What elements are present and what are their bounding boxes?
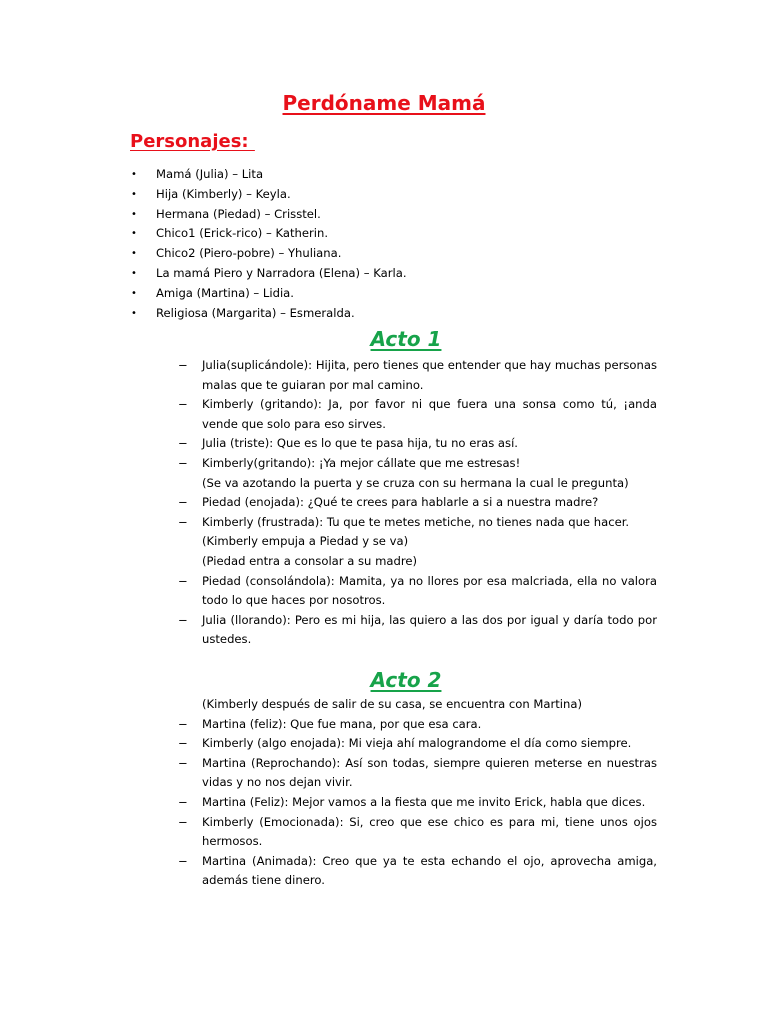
dash-icon: − — [178, 814, 188, 829]
cast-item-text: Hija (Kimberly) – Keyla. — [156, 186, 291, 201]
dialogue-line — [178, 715, 657, 735]
bullet-icon: • — [131, 169, 137, 180]
dash-icon: − — [178, 612, 188, 627]
dash-icon: − — [178, 794, 188, 809]
dialogue-line — [178, 611, 657, 650]
dash-icon: − — [178, 736, 188, 751]
cast-item-text: Mamá (Julia) – Lita — [156, 167, 264, 181]
dash-icon: − — [178, 358, 188, 372]
stage-direction: (Piedad entra a consolar a su madre) — [202, 553, 418, 568]
dialogue-text: Martina (Animada): Creo que ya te esta echando el ojo, aprovecha amiga, además tiene dinero. — [202, 853, 657, 888]
dialogue-text: Julia(suplicándole): Hijita, pero tienes que entender que hay muchas personas malas que te guiaran por mal camino. — [202, 358, 657, 392]
dialogue-line — [178, 356, 657, 395]
personajes-heading: Personajes: — [130, 131, 255, 152]
dialogue-text: Kimberly (algo enojada): Mi vieja ahí malograndome el día como siempre. — [202, 736, 632, 751]
bullet-icon: • — [131, 228, 137, 240]
stage-direction: (Kimberly después de salir de su casa, se encuentra con Martina) — [202, 697, 582, 711]
bullet-icon: • — [131, 188, 137, 200]
dialogue-text: Kimberly (Emocionada): Si, creo que ese chico es para mi, tiene unos ojos hermosos. — [202, 814, 657, 849]
dash-icon: − — [178, 573, 188, 588]
dialogue-text: Piedad (enojada): ¿Qué te crees para hablarle a si a nuestra madre? — [202, 495, 599, 510]
cast-item-text: Amiga (Martina) – Lidia. — [156, 285, 294, 300]
stage-direction: (Kimberly empuja a Piedad y se va) — [202, 534, 409, 549]
act-2-dialogue — [178, 695, 657, 891]
dash-icon: − — [178, 455, 188, 470]
cast-item-text: La mamá Piero y Narradora (Elena) – Karla. — [156, 265, 407, 280]
cast-item — [130, 224, 407, 244]
cast-item — [130, 304, 407, 324]
dash-icon: − — [178, 436, 188, 451]
act-2-heading: Acto 2 — [370, 668, 442, 692]
dialogue-text: Kimberly (frustrada): Tu que te metes metiche, no tienes nada que hacer. — [202, 514, 630, 529]
cast-list — [130, 165, 407, 323]
cast-item — [130, 284, 407, 304]
bullet-icon: • — [131, 267, 137, 279]
dialogue-line — [178, 434, 657, 454]
cast-item — [130, 185, 407, 205]
dialogue-line — [178, 852, 657, 891]
stage-direction: (Se va azotando la puerta y se cruza con su hermana la cual le pregunta) — [202, 475, 629, 490]
cast-item — [130, 165, 407, 185]
cast-item — [130, 244, 407, 264]
dialogue-text: Martina (Feliz): Mejor vamos a la fiesta que me invito Erick, habla que dices. — [202, 794, 646, 809]
cast-item-text: Chico2 (Piero-pobre) – Yhuliana. — [156, 246, 342, 261]
dialogue-line — [178, 572, 657, 611]
dash-icon: − — [178, 716, 188, 731]
dash-icon: − — [178, 755, 188, 770]
cast-item-text: Chico1 (Erick-rico) – Katherin. — [156, 226, 328, 241]
dialogue-text: Julia (llorando): Pero es mi hija, las quiero a las dos por igual y daría todo por ustedes. — [202, 612, 657, 647]
dialogue-line — [178, 493, 657, 513]
dialogue-text: Martina (feliz): Que fue mana, por que esa cara. — [202, 716, 482, 731]
bullet-icon: • — [131, 208, 137, 220]
dialogue-text: Kimberly (gritando): Ja, por favor ni que fuera una sonsa como tú, ¡anda vende que solo para eso sirves. — [202, 397, 657, 431]
dialogue-line — [178, 734, 657, 754]
dialogue-line — [178, 793, 657, 813]
dash-icon: − — [178, 853, 188, 868]
dialogue-text: Julia (triste): Que es lo que te pasa hija, tu no eras así. — [202, 436, 518, 451]
bullet-icon: • — [131, 307, 137, 319]
dialogue-text: Martina (Reprochando): Así son todas, siempre quieren meterse en nuestras vidas y no nos dejan vivir. — [202, 755, 657, 790]
act-1-dialogue — [178, 356, 657, 650]
cast-item-text: Hermana (Piedad) – Crisstel. — [156, 206, 321, 221]
dialogue-line — [178, 754, 657, 793]
dialogue-line — [178, 813, 657, 852]
dialogue-line — [178, 395, 657, 434]
dialogue-text: Kimberly(gritando): ¡Ya mejor cállate que me estresas! — [202, 455, 521, 470]
bullet-icon: • — [131, 248, 137, 260]
dialogue-line — [178, 513, 657, 533]
dialogue-text: Piedad (consolándola): Mamita, ya no llores por esa malcriada, ella no valora todo lo que haces por nosotros. — [202, 573, 657, 608]
dash-icon: − — [178, 514, 188, 529]
bullet-icon: • — [131, 287, 137, 299]
act-1-heading: Acto 1 — [370, 327, 442, 351]
document-title: Perdóname Mamá — [282, 91, 486, 115]
cast-item-text: Religiosa (Margarita) – Esmeralda. — [156, 305, 355, 320]
cast-item — [130, 205, 407, 225]
cast-item — [130, 264, 407, 284]
dash-icon: − — [178, 397, 188, 412]
dialogue-line — [178, 454, 657, 474]
dash-icon: − — [178, 495, 188, 510]
